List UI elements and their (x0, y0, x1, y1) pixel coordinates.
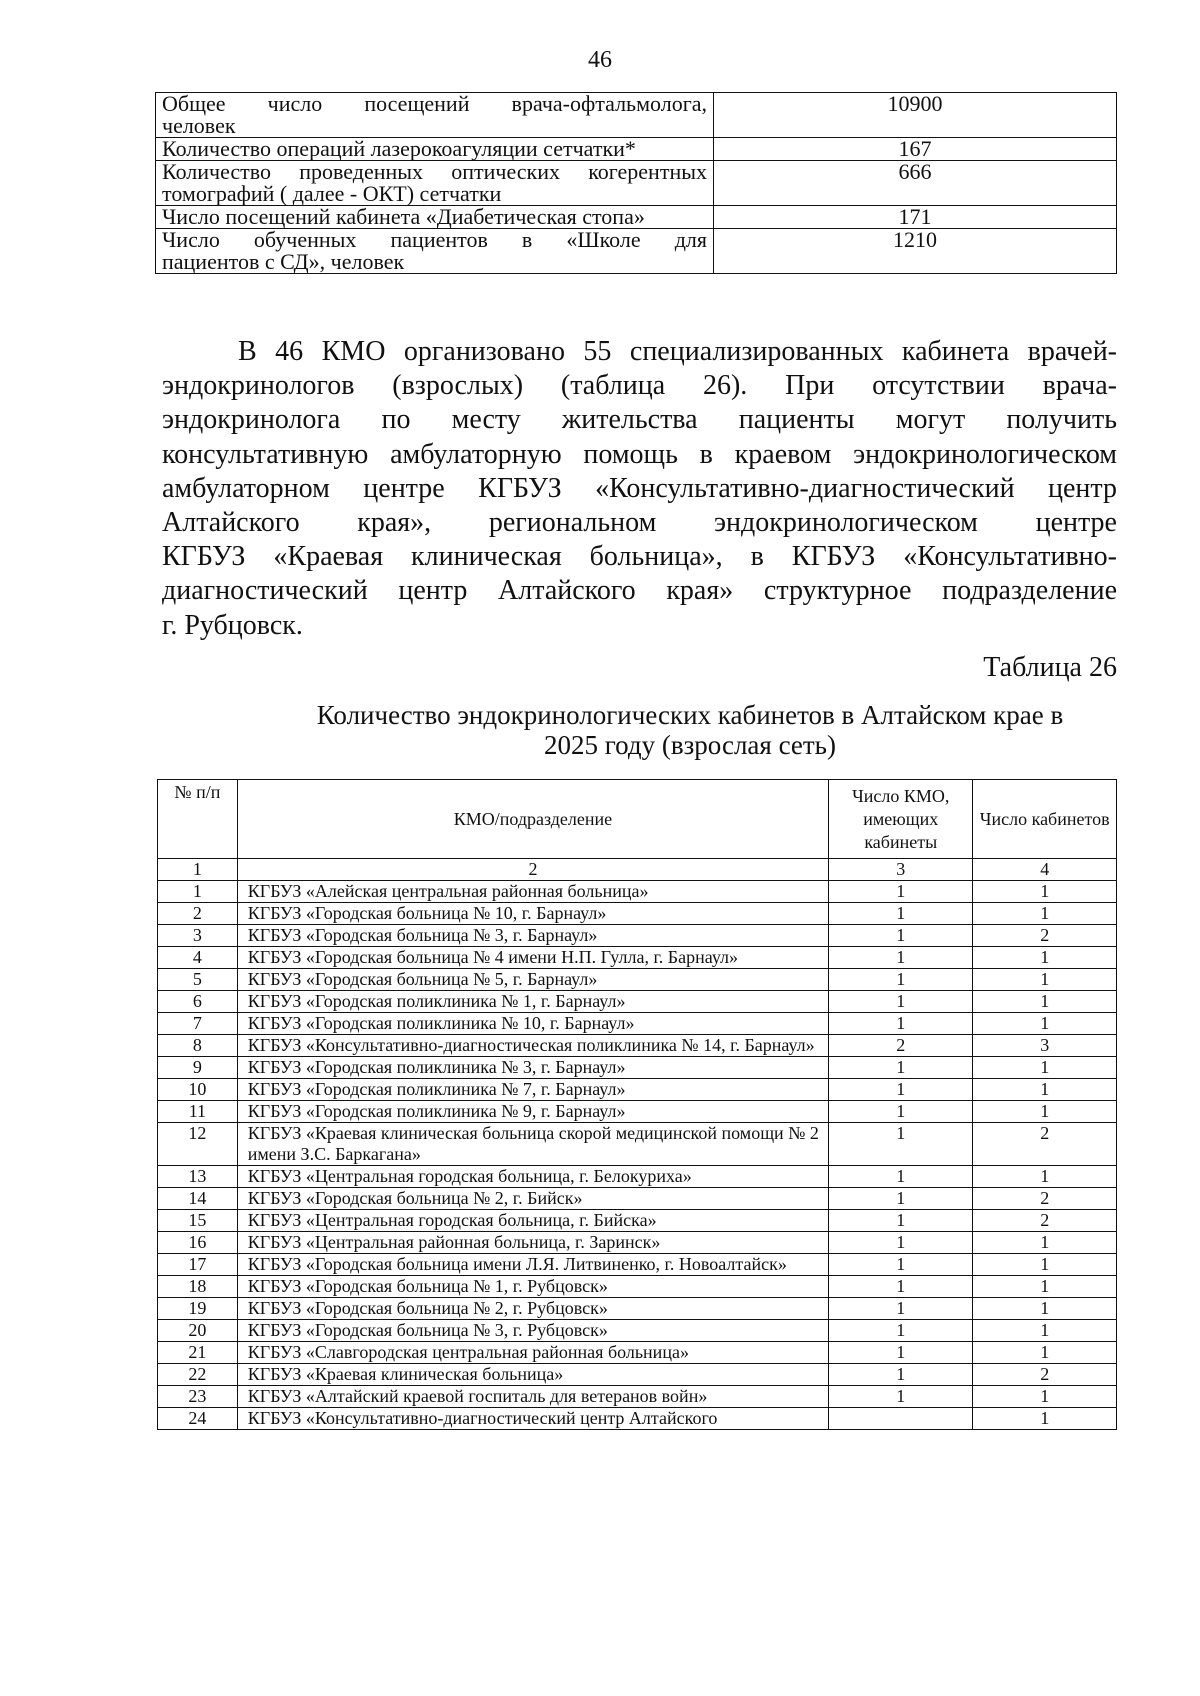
paragraph-line: КГБУЗ «Краевая клиническая больница», в КГБУЗ «Консультативно- (162, 541, 1117, 573)
row-number: 15 (158, 1210, 238, 1232)
paragraph-line: эндокринолога по месту жительства пациенты могут получить (162, 404, 1117, 436)
row-name: КГБУЗ «Городская поликлиника № 1, г. Барнаул» (237, 991, 828, 1013)
label-text: Число обученных пациентов в «Школе для (162, 227, 707, 252)
table-row (158, 1408, 1117, 1430)
row-number: 13 (158, 1166, 238, 1188)
table-row (158, 991, 1117, 1013)
paragraph-line: г. Рубцовск. (162, 609, 303, 641)
row-cabinet-count: 1 (973, 881, 1117, 903)
row-kmo-count: 1 (829, 1276, 973, 1298)
column-number: 1 (158, 859, 238, 881)
table-row (158, 925, 1117, 947)
row-number: 18 (158, 1276, 238, 1298)
row-kmo-count: 1 (829, 1364, 973, 1386)
row-name: КГБУЗ «Консультативно-диагностическая поликлиника № 14, г. Барнаул» (237, 1035, 828, 1057)
row-name: КГБУЗ «Городская больница № 3, г. Рубцовск» (237, 1320, 828, 1342)
label-text: Количество проведенных оптических когерентных (162, 159, 707, 184)
row-number: 2 (158, 903, 238, 925)
row-name: КГБУЗ «Краевая клиническая больница» (237, 1364, 828, 1386)
header-kmo: Число КМО, имеющих кабинеты (829, 780, 973, 859)
table-row (158, 1320, 1117, 1342)
table-row (156, 138, 1117, 161)
row-cabinet-count: 2 (973, 1364, 1117, 1386)
row-kmo-count: 1 (829, 1342, 973, 1364)
row-number: 7 (158, 1013, 238, 1035)
table-row (158, 903, 1117, 925)
row-cabinet-count: 1 (973, 1386, 1117, 1408)
row-name: КГБУЗ «Консультативно-диагностический центр Алтайского (237, 1408, 828, 1430)
table-row (156, 206, 1117, 229)
row-number: 6 (158, 991, 238, 1013)
row-number: 21 (158, 1342, 238, 1364)
row-number: 23 (158, 1386, 238, 1408)
row-cabinet-count: 1 (973, 1342, 1117, 1364)
table-title-line: Количество эндокринологических кабинетов в Алтайском крае в (316, 700, 1064, 730)
column-numbers-row (158, 859, 1117, 881)
row-number: 19 (158, 1298, 238, 1320)
table-row (156, 161, 1117, 206)
table-row (158, 1210, 1117, 1232)
row-kmo-count: 1 (829, 1079, 973, 1101)
row-cabinet-count: 1 (973, 1166, 1117, 1188)
row-cabinet-count: 2 (973, 1123, 1117, 1166)
paragraph-line: В 46 КМО организовано 55 специализированных кабинета врачей- (238, 336, 1117, 367)
row-cabinet-count: 1 (973, 1079, 1117, 1101)
row-kmo-count (829, 1408, 973, 1430)
row-name: КГБУЗ «Городская больница № 2, г. Бийск» (237, 1188, 828, 1210)
row-name: КГБУЗ «Городская больница № 5, г. Барнаул» (237, 969, 828, 991)
row-kmo-count: 1 (829, 1254, 973, 1276)
table-row (158, 1166, 1117, 1188)
table-title-line: 2025 году (взрослая сеть) (544, 730, 836, 760)
row-kmo-count: 1 (829, 1232, 973, 1254)
header-num: № п/п (158, 780, 238, 859)
row-kmo-count: 1 (829, 1057, 973, 1079)
row-kmo-count: 1 (829, 1320, 973, 1342)
row-cabinet-count: 1 (973, 1276, 1117, 1298)
table-title (250, 700, 1130, 760)
summary-label (156, 229, 714, 274)
table-row (158, 1123, 1117, 1166)
summary-table (155, 92, 1117, 274)
row-name: КГБУЗ «Городская поликлиника № 3, г. Барнаул» (237, 1057, 828, 1079)
table-row (158, 1101, 1117, 1123)
paragraph-line: диагностический центр Алтайского края» структурное подразделение (162, 575, 1117, 607)
row-name: КГБУЗ «Центральная городская больница, г. Белокуриха» (237, 1166, 828, 1188)
summary-value: 666 (714, 161, 1117, 206)
row-name: КГБУЗ «Краевая клиническая больница скорой медицинской помощи № 2 имени З.С. Баркагана» (237, 1123, 828, 1166)
row-cabinet-count: 1 (973, 969, 1117, 991)
row-number: 10 (158, 1079, 238, 1101)
row-number: 24 (158, 1408, 238, 1430)
row-cabinet-count: 1 (973, 1254, 1117, 1276)
table-row (158, 1079, 1117, 1101)
row-number: 17 (158, 1254, 238, 1276)
row-kmo-count: 1 (829, 991, 973, 1013)
row-cabinet-count: 2 (973, 925, 1117, 947)
row-number: 8 (158, 1035, 238, 1057)
row-name: КГБУЗ «Городская больница № 2, г. Рубцовск» (237, 1298, 828, 1320)
row-cabinet-count: 1 (973, 1298, 1117, 1320)
row-kmo-count: 1 (829, 903, 973, 925)
row-kmo-count: 1 (829, 1386, 973, 1408)
row-kmo-count: 1 (829, 881, 973, 903)
row-number: 12 (158, 1123, 238, 1166)
row-kmo-count: 1 (829, 1101, 973, 1123)
label-text: пациентов с СД», человек (162, 249, 405, 274)
paragraph-line: консультативную амбулаторную помощь в краевом эндокринологическом (162, 438, 1117, 470)
paragraph-line: Алтайского края», региональном эндокринологическом центре (162, 507, 1117, 539)
row-number: 9 (158, 1057, 238, 1079)
summary-label (156, 93, 714, 138)
table-row (158, 881, 1117, 903)
table-row (158, 1057, 1117, 1079)
summary-label: Число посещений кабинета «Диабетическая стопа» (156, 206, 714, 229)
row-cabinet-count: 1 (973, 903, 1117, 925)
row-cabinet-count: 1 (973, 1408, 1117, 1430)
cabinets-table (157, 779, 1117, 1430)
header-cabinets: Число кабинетов (973, 780, 1117, 859)
row-number: 1 (158, 881, 238, 903)
table-row (158, 1276, 1117, 1298)
table-row (156, 229, 1117, 274)
row-name: КГБУЗ «Городская поликлиника № 7, г. Барнаул» (237, 1079, 828, 1101)
summary-label: Количество операций лазерокоагуляции сетчатки* (156, 138, 714, 161)
row-kmo-count: 1 (829, 1210, 973, 1232)
row-name: КГБУЗ «Городская поликлиника № 10, г. Барнаул» (237, 1013, 828, 1035)
row-cabinet-count: 1 (973, 1057, 1117, 1079)
summary-label (156, 161, 714, 206)
row-cabinet-count: 3 (973, 1035, 1117, 1057)
label-text: человек (162, 113, 236, 138)
row-kmo-count: 1 (829, 947, 973, 969)
row-kmo-count: 1 (829, 1013, 973, 1035)
row-number: 11 (158, 1101, 238, 1123)
row-kmo-count: 1 (829, 1123, 973, 1166)
table-row (158, 1386, 1117, 1408)
table-row (158, 1254, 1117, 1276)
row-name: КГБУЗ «Городская больница № 10, г. Барнаул» (237, 903, 828, 925)
row-kmo-count: 1 (829, 925, 973, 947)
row-kmo-count: 2 (829, 1035, 973, 1057)
table-row (158, 947, 1117, 969)
table-row (158, 1035, 1117, 1057)
table-row (158, 1188, 1117, 1210)
summary-value: 1210 (714, 229, 1117, 274)
table-header-row (158, 780, 1117, 859)
row-kmo-count: 1 (829, 1166, 973, 1188)
row-name: КГБУЗ «Славгородская центральная районная больница» (237, 1342, 828, 1364)
row-number: 3 (158, 925, 238, 947)
label-text: томографий ( далее - ОКТ) сетчатки (162, 181, 502, 206)
row-number: 5 (158, 969, 238, 991)
row-cabinet-count: 1 (973, 1013, 1117, 1035)
row-cabinet-count: 2 (973, 1188, 1117, 1210)
summary-value: 171 (714, 206, 1117, 229)
row-name: КГБУЗ «Центральная городская больница, г. Бийска» (237, 1210, 828, 1232)
row-name: КГБУЗ «Городская больница № 1, г. Рубцовск» (237, 1276, 828, 1298)
row-cabinet-count: 1 (973, 1101, 1117, 1123)
header-name: КМО/подразделение (237, 780, 828, 859)
body-paragraph (162, 335, 1117, 643)
row-name: КГБУЗ «Городская больница № 4 имени Н.П. Гулла, г. Барнаул» (237, 947, 828, 969)
row-number: 14 (158, 1188, 238, 1210)
table-row (158, 1013, 1117, 1035)
table-label: Таблица 26 (983, 652, 1117, 683)
row-name: КГБУЗ «Центральная районная больница, г. Заринск» (237, 1232, 828, 1254)
row-name: КГБУЗ «Алейская центральная районная больница» (237, 881, 828, 903)
row-cabinet-count: 1 (973, 1320, 1117, 1342)
row-kmo-count: 1 (829, 1188, 973, 1210)
row-name: КГБУЗ «Городская больница № 3, г. Барнаул» (237, 925, 828, 947)
table-row (158, 969, 1117, 991)
page-number: 46 (588, 47, 612, 73)
column-number: 2 (237, 859, 828, 881)
summary-value: 10900 (714, 93, 1117, 138)
table-row (158, 1342, 1117, 1364)
row-kmo-count: 1 (829, 969, 973, 991)
table-row (158, 1298, 1117, 1320)
row-cabinet-count: 1 (973, 1232, 1117, 1254)
paragraph-line: амбулаторном центре КГБУЗ «Консультативно-диагностический центр (162, 472, 1117, 504)
table-row (156, 93, 1117, 138)
label-text: Общее число посещений врача-офтальмолога, (162, 91, 707, 116)
column-number: 4 (973, 859, 1117, 881)
row-name: КГБУЗ «Городская больница имени Л.Я. Литвиненко, г. Новоалтайск» (237, 1254, 828, 1276)
row-cabinet-count: 1 (973, 991, 1117, 1013)
row-name: КГБУЗ «Городская поликлиника № 9, г. Барнаул» (237, 1101, 828, 1123)
table-row (158, 1364, 1117, 1386)
summary-value: 167 (714, 138, 1117, 161)
row-number: 4 (158, 947, 238, 969)
column-number: 3 (829, 859, 973, 881)
row-cabinet-count: 2 (973, 1210, 1117, 1232)
table-row (158, 1232, 1117, 1254)
row-number: 22 (158, 1364, 238, 1386)
row-number: 16 (158, 1232, 238, 1254)
row-cabinet-count: 1 (973, 947, 1117, 969)
row-kmo-count: 1 (829, 1298, 973, 1320)
row-name: КГБУЗ «Алтайский краевой госпиталь для ветеранов войн» (237, 1386, 828, 1408)
row-number: 20 (158, 1320, 238, 1342)
paragraph-line: эндокринологов (взрослых) (таблица 26). При отсутствии врача- (162, 370, 1117, 402)
